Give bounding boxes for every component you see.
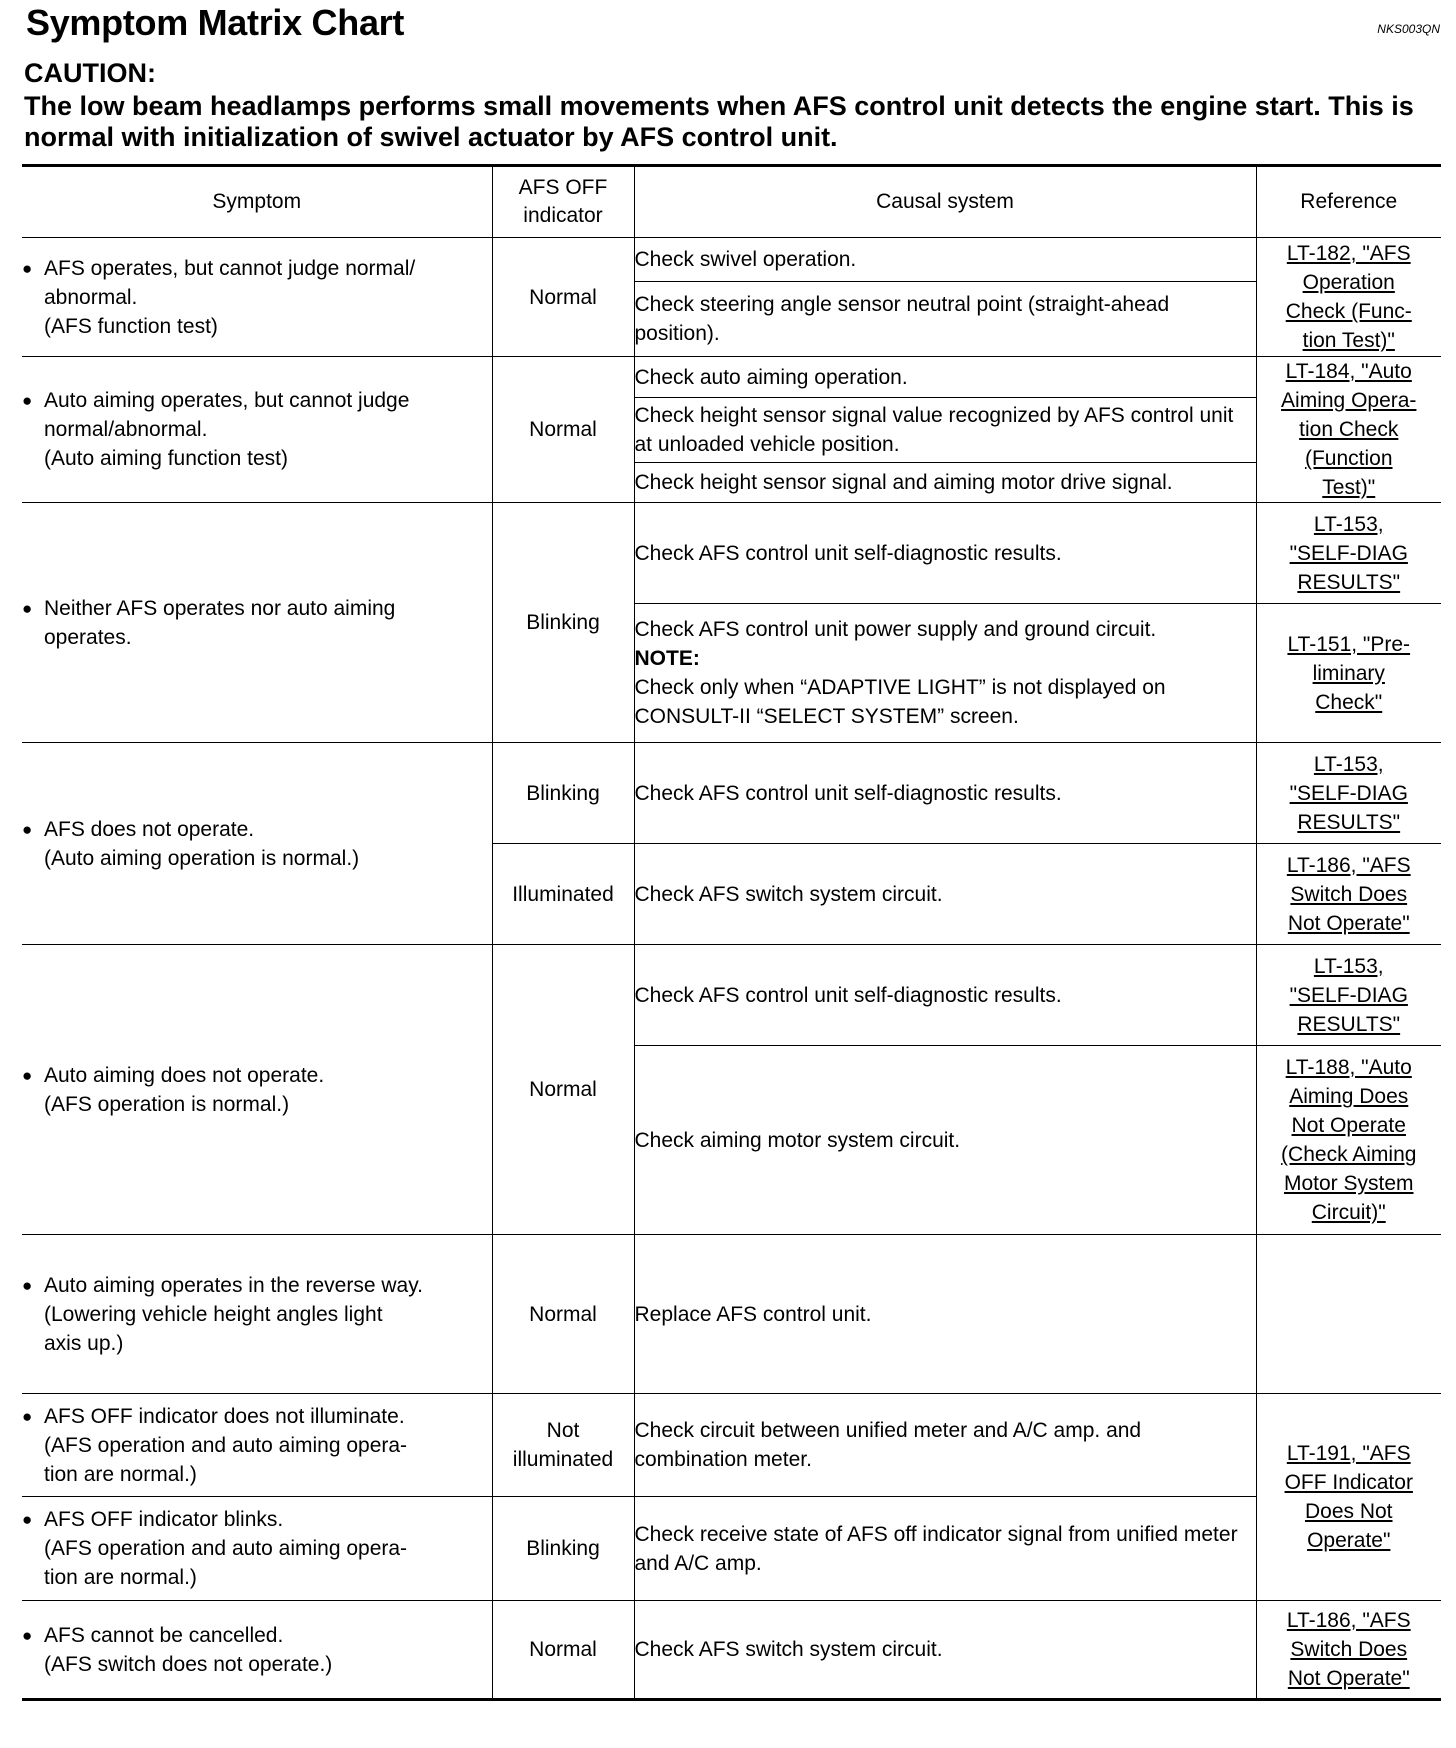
header-causal-system: Causal system xyxy=(634,166,1256,238)
table-row xyxy=(22,1235,1441,1394)
cause-cell xyxy=(634,604,1256,743)
symptom-line: Auto aiming does not operate. xyxy=(44,1063,325,1087)
reference-line[interactable]: LT-184, "Auto xyxy=(1285,360,1412,383)
reference-link[interactable] xyxy=(1256,743,1441,844)
reference-line[interactable]: LT-191, "AFS xyxy=(1286,1442,1411,1465)
reference-line[interactable]: Aiming Does xyxy=(1289,1085,1409,1108)
note-label: NOTE: xyxy=(634,647,700,670)
header-afs-off-indicator xyxy=(492,166,634,238)
reference-line[interactable]: Switch Does xyxy=(1290,882,1408,906)
cause-cell: Check AFS control unit self-diagnostic results. xyxy=(634,503,1256,604)
symptom-line: (Auto aiming function test) xyxy=(44,447,288,470)
page-title: Symptom Matrix Chart xyxy=(26,2,405,43)
symptom-line: tion are normal.) xyxy=(44,1566,197,1589)
symptom-line: (Lowering vehicle height angles light xyxy=(44,1302,383,1326)
cause-cell: Check receive state of AFS off indicator signal from unified meter and A/C amp. xyxy=(634,1497,1256,1601)
table-row xyxy=(22,743,1441,844)
reference-cell-empty xyxy=(1256,1235,1441,1394)
symptom-cell xyxy=(22,238,492,357)
reference-line[interactable]: tion Test)" xyxy=(1302,329,1395,352)
reference-link[interactable] xyxy=(1256,1394,1441,1601)
symptom-line: AFS OFF indicator blinks. xyxy=(44,1508,284,1531)
reference-link[interactable] xyxy=(1256,844,1441,945)
reference-line[interactable]: (Function xyxy=(1304,447,1393,470)
reference-line[interactable]: RESULTS" xyxy=(1297,810,1401,834)
reference-line[interactable]: Circuit)" xyxy=(1311,1201,1386,1224)
reference-line[interactable]: Does Not xyxy=(1304,1500,1393,1523)
indicator-cell: Blinking xyxy=(492,503,634,743)
note-text: Check only when “ADAPTIVE LIGHT” is not displayed on CONSULT-II “SELECT SYSTEM” screen. xyxy=(634,676,1166,728)
reference-line[interactable]: LT-186, "AFS xyxy=(1286,1609,1411,1632)
reference-line[interactable]: LT-153, xyxy=(1313,954,1384,978)
reference-line[interactable]: LT-182, "AFS xyxy=(1286,242,1411,265)
symptom-cell xyxy=(22,1235,492,1394)
indicator-cell: Blinking xyxy=(492,743,634,844)
reference-line[interactable]: Check (Func- xyxy=(1285,300,1412,323)
reference-line[interactable]: Switch Does xyxy=(1290,1638,1408,1661)
reference-link[interactable] xyxy=(1256,1046,1441,1235)
cause-cell: Check AFS control unit self-diagnostic results. xyxy=(634,945,1256,1046)
bullet-icon: ● xyxy=(22,598,33,618)
symptom-cell xyxy=(22,1394,492,1497)
cause-cell: Replace AFS control unit. xyxy=(634,1235,1256,1394)
table-row xyxy=(22,503,1441,604)
cause-cell: Check AFS switch system circuit. xyxy=(634,844,1256,945)
symptom-line: (AFS switch does not operate.) xyxy=(44,1652,333,1676)
symptom-line: Neither AFS operates nor auto aiming xyxy=(44,596,396,620)
reference-link[interactable] xyxy=(1256,1601,1441,1700)
table-row xyxy=(22,238,1441,282)
symptom-matrix-table xyxy=(22,164,1441,1701)
cause-cell: Check aiming motor system circuit. xyxy=(634,1046,1256,1235)
symptom-line: (AFS operation and auto aiming opera- xyxy=(44,1433,408,1457)
reference-line[interactable]: LT-186, "AFS xyxy=(1286,853,1411,877)
reference-link[interactable] xyxy=(1256,357,1441,503)
bullet-icon: ● xyxy=(22,1275,33,1295)
symptom-line: tion are normal.) xyxy=(44,1462,197,1486)
cause-cell: Check height sensor signal value recognized by AFS control unit at unloaded vehicle position. xyxy=(634,398,1256,462)
reference-line[interactable]: "SELF-DIAG xyxy=(1289,781,1408,805)
symptom-line: AFS operates, but cannot judge normal/ xyxy=(44,256,416,280)
indicator-line: Not xyxy=(546,1419,580,1442)
reference-line[interactable]: "SELF-DIAG xyxy=(1289,983,1408,1007)
reference-line[interactable]: RESULTS" xyxy=(1297,570,1401,594)
symptom-line: Auto aiming operates in the reverse way. xyxy=(44,1273,423,1297)
reference-line[interactable]: Operate" xyxy=(1307,1529,1391,1552)
indicator-cell: Normal xyxy=(492,1601,634,1700)
symptom-cell xyxy=(22,357,492,503)
reference-line[interactable]: Test)" xyxy=(1322,476,1376,499)
bullet-icon: ● xyxy=(22,1065,33,1085)
cause-cell: Check AFS switch system circuit. xyxy=(634,1601,1256,1700)
symptom-line: (AFS operation and auto aiming opera- xyxy=(44,1537,408,1560)
table-row xyxy=(22,1394,1441,1497)
symptom-line: (Auto aiming operation is normal.) xyxy=(44,846,360,870)
reference-line[interactable]: Operation xyxy=(1302,271,1395,294)
bullet-icon: ● xyxy=(22,391,33,410)
cause-cell: Check circuit between unified meter and A/C amp. and combination meter. xyxy=(634,1394,1256,1497)
symptom-cell xyxy=(22,1497,492,1601)
bullet-icon: ● xyxy=(22,1406,33,1426)
reference-line[interactable]: Aiming Opera- xyxy=(1281,389,1417,412)
reference-link[interactable] xyxy=(1256,604,1441,743)
bullet-icon: ● xyxy=(22,1510,33,1529)
indicator-cell: Normal xyxy=(492,238,634,357)
table-row xyxy=(22,1601,1441,1700)
symptom-line: normal/abnormal. xyxy=(44,418,208,441)
symptom-line: (AFS operation is normal.) xyxy=(44,1092,290,1116)
indicator-line: illuminated xyxy=(512,1448,614,1471)
reference-line[interactable]: "SELF-DIAG xyxy=(1289,541,1408,565)
cause-cell: Check AFS control unit self-diagnostic results. xyxy=(634,743,1256,844)
reference-line[interactable]: (Check Aiming xyxy=(1281,1143,1417,1166)
symptom-line: Auto aiming operates, but cannot judge xyxy=(44,389,410,412)
header-reference: Reference xyxy=(1256,166,1441,238)
symptom-line: AFS cannot be cancelled. xyxy=(44,1623,284,1647)
reference-line[interactable]: LT-153, xyxy=(1313,512,1384,536)
indicator-cell: Normal xyxy=(492,1235,634,1394)
indicator-cell: Illuminated xyxy=(492,844,634,945)
symptom-cell xyxy=(22,743,492,945)
indicator-cell: Blinking xyxy=(492,1497,634,1601)
header-indicator-line2: indicator xyxy=(523,204,603,227)
indicator-cell: Normal xyxy=(492,357,634,503)
cause-cell: Check steering angle sensor neutral point (straight-ahead position). xyxy=(634,282,1256,357)
symptom-line: AFS OFF indicator does not illuminate. xyxy=(44,1404,405,1428)
reference-line[interactable]: liminary xyxy=(1312,661,1385,685)
reference-line[interactable]: OFF Indicator xyxy=(1284,1471,1413,1494)
reference-link[interactable] xyxy=(1256,945,1441,1046)
table-row xyxy=(22,357,1441,398)
caution-heading: CAUTION: xyxy=(24,58,156,88)
reference-line[interactable]: Check" xyxy=(1315,690,1383,714)
table-row xyxy=(22,945,1441,1046)
caution-text: The low beam headlamps performs small movements when AFS control unit detects the engine start. This is normal with initialization of swivel actuator by AFS control unit. xyxy=(24,91,1414,152)
cause-cell: Check auto aiming operation. xyxy=(634,357,1256,398)
reference-line[interactable]: RESULTS" xyxy=(1297,1012,1401,1036)
symptom-cell xyxy=(22,503,492,743)
indicator-cell: Normal xyxy=(492,945,634,1235)
reference-line[interactable]: LT-151, "Pre- xyxy=(1287,632,1411,656)
bullet-icon: ● xyxy=(22,1625,33,1645)
table-header-row xyxy=(22,166,1441,238)
bullet-icon: ● xyxy=(22,819,33,839)
document-code: NKS003QN xyxy=(1377,22,1440,36)
cause-cell: Check height sensor signal and aiming motor drive signal. xyxy=(634,462,1256,502)
reference-line[interactable]: Not Operate xyxy=(1291,1114,1406,1137)
cause-text: Check AFS control unit power supply and ground circuit. xyxy=(634,618,1157,641)
symptom-cell xyxy=(22,1601,492,1700)
bullet-icon: ● xyxy=(22,258,33,278)
reference-link[interactable] xyxy=(1256,503,1441,604)
symptom-line: abnormal. xyxy=(44,285,138,309)
reference-line[interactable]: Motor System xyxy=(1283,1172,1414,1195)
cause-cell: Check swivel operation. xyxy=(634,238,1256,282)
reference-line[interactable]: LT-153, xyxy=(1313,752,1384,776)
table-row xyxy=(22,1497,1441,1601)
indicator-cell xyxy=(492,1394,634,1497)
symptom-line: AFS does not operate. xyxy=(44,817,255,841)
header-symptom: Symptom xyxy=(22,166,492,238)
symptom-line: axis up.) xyxy=(44,1331,124,1355)
symptom-line: (AFS function test) xyxy=(44,314,218,338)
reference-line[interactable]: Not Operate" xyxy=(1287,911,1410,935)
reference-link[interactable] xyxy=(1256,238,1441,357)
reference-line[interactable]: tion Check xyxy=(1299,418,1399,441)
header-indicator-line1: AFS OFF xyxy=(518,176,608,199)
symptom-cell xyxy=(22,945,492,1235)
reference-line[interactable]: Not Operate" xyxy=(1287,1667,1410,1690)
reference-line[interactable]: LT-188, "Auto xyxy=(1285,1056,1412,1079)
symptom-line: operates. xyxy=(44,625,132,649)
